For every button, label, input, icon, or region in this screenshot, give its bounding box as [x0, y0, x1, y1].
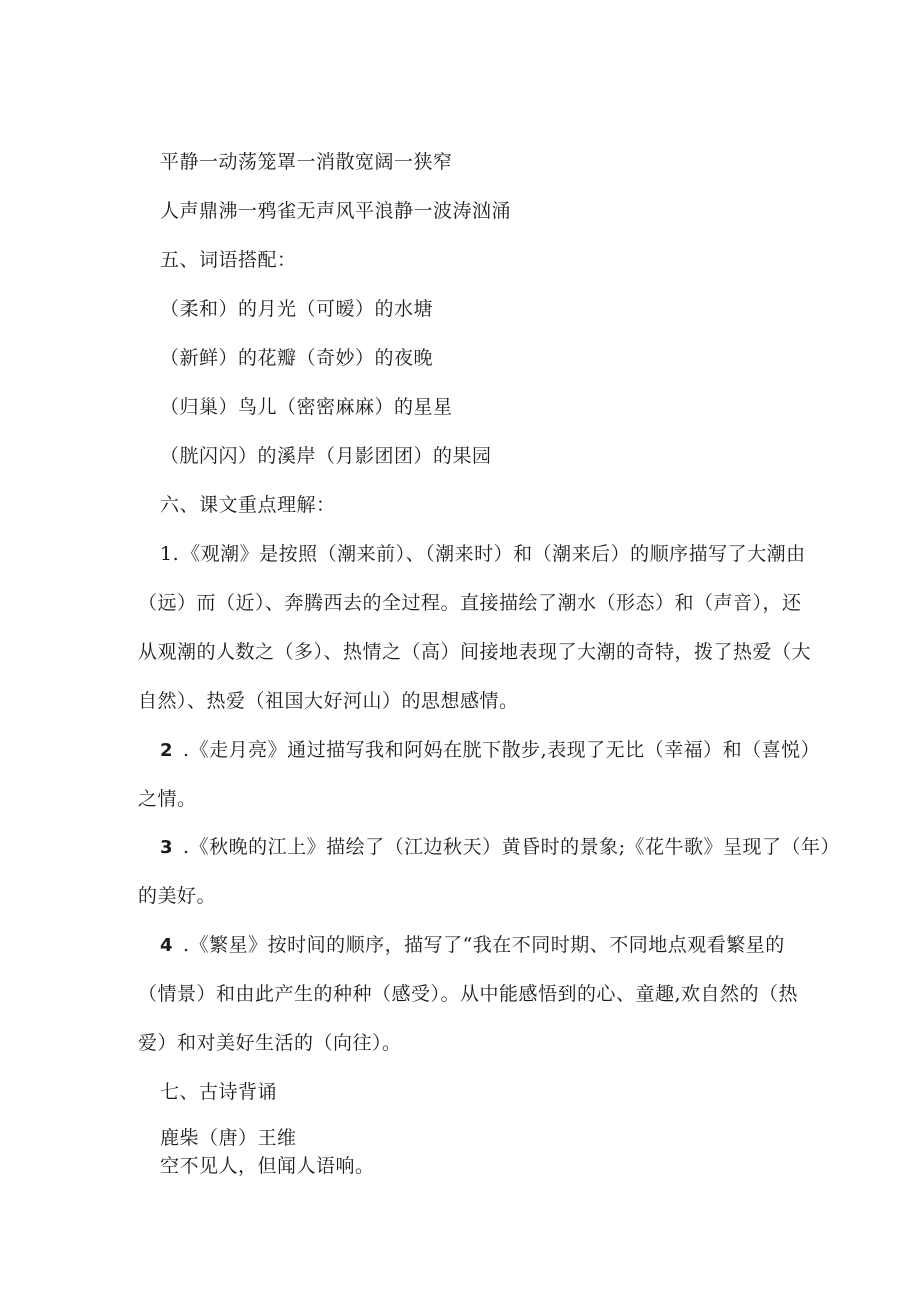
section-heading-6: 六、课文重点理解： — [160, 494, 336, 516]
paragraph-1-line-3: 从观潮的人数之（多）、热情之（高）间接地表现了大潮的奇特，拨了热爱（大 — [138, 641, 812, 663]
paragraph-4-line-3: 爱）和对美好生活的（向往）。 — [138, 1032, 402, 1054]
paragraph-4-line-2: （情景）和由此产生的种种（感受）。从中能感悟到的心、童趣,欢自然的（热 — [138, 983, 799, 1005]
paragraph-1-line-2: （远）而（近）、奔腾西去的全过程。直接描绘了潮水（形态）和（声音），还 — [138, 592, 802, 614]
section-heading-7: 七、古诗背诵 — [160, 1081, 278, 1103]
paragraph-4-line-1 — [160, 933, 784, 958]
paragraph-text: .《秋晚的江上》描绘了（江边秋天）黄昏时的景象;《花牛歌》呈现了（年） — [183, 836, 840, 858]
poem-title: 鹿柴（唐）王维 — [160, 1127, 297, 1149]
paragraph-3-line-2: 的美好。 — [138, 885, 217, 907]
section-heading-5: 五、词语搭配： — [160, 249, 297, 271]
antonym-line-2: 人声鼎沸一鸦雀无声风平浪静一波涛汹涌 — [160, 200, 512, 222]
paragraph-2-line-2: 之情。 — [138, 788, 197, 810]
item-number: 4 — [160, 935, 174, 956]
item-number: 3 — [160, 837, 174, 858]
collocation-line-2: （新鲜）的花瓣（奇妙）的夜晚 — [160, 347, 434, 369]
poem-line-1: 空不见人，但闻人语响。 — [160, 1155, 375, 1177]
paragraph-1-line-4: 自然）、热爱（祖国大好河山）的思想感情。 — [138, 690, 519, 712]
paragraph-text: .《繁星》按时间的顺序，描写了“我在不同时期、不同地点观看繁星的 — [183, 934, 785, 956]
collocation-line-1: （柔和）的月光（可暧）的水塘 — [160, 298, 434, 320]
collocation-line-3: （归巢）鸟儿（密密麻麻）的星星 — [160, 396, 453, 418]
item-number: 1. — [160, 543, 180, 565]
paragraph-text: 《观潮》是按照（潮来前）、（潮来时）和（潮来后）的顺序描写了大潮由 — [181, 543, 806, 565]
paragraph-2-line-1 — [160, 738, 821, 763]
paragraph-text: .《走月亮》通过描写我和阿妈在胱下散步,表现了无比（幸福）和（喜悦） — [183, 739, 821, 761]
item-number: 2 — [160, 740, 174, 761]
collocation-line-4: （胱闪闪）的溪岸（月影团团）的果园 — [160, 445, 492, 467]
paragraph-3-line-1 — [160, 835, 840, 860]
paragraph-1-line-1 — [160, 542, 806, 566]
antonym-line-1: 平静一动荡笼罩一消散宽阔一狭窄 — [160, 151, 453, 173]
